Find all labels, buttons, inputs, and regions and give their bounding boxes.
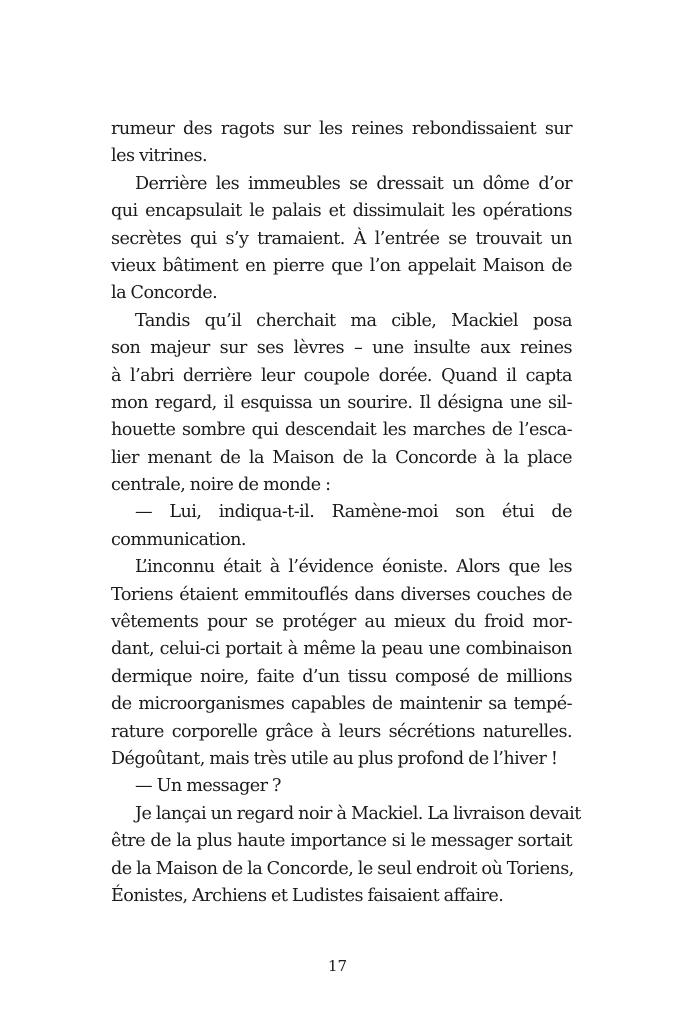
text-line: dant, celui-ci portait à même la peau une combinaison [111,639,572,660]
text-line: houette sombre qui descendait les marches de l’esca- [111,420,572,441]
text-line: son majeur sur ses lèvres – une insulte aux reines [111,338,572,359]
text-line: secrètes qui s’y tramaient. À l’entrée se trouvait un [111,228,572,249]
text-line: être de la plus haute importance si le messager sortait [111,831,572,852]
text-line: lier menant de la Maison de la Concorde à la place [111,447,572,468]
text-line: Éonistes, Archiens et Ludistes faisaient affaire. [111,885,504,906]
text-line: vêtements pour se protéger au mieux du froid mor- [111,612,572,633]
text-line: — Un messager ? [135,776,281,797]
text-line: vieux bâtiment en pierre que l’on appelait Maison de [111,255,572,276]
text-line: dermique noire, faite d’un tissu composé de millions [111,666,572,687]
text-line: de microorganismes capables de maintenir sa tempé- [111,694,572,715]
text-line: Je lançai un regard noir à Mackiel. La livraison devait [135,803,581,824]
text-line: qui encapsulait le palais et dissimulait les opérations [111,201,572,222]
body-text [111,116,581,910]
text-line: communication. [111,529,246,550]
page-number: 17 [327,957,348,975]
text-line: centrale, noire de monde : [111,475,331,496]
text-line: à l’abri derrière leur coupole dorée. Quand il capta [111,365,572,386]
text-line: Dégoûtant, mais très utile au plus profond de l’hiver ! [111,748,558,769]
text-line: Derrière les immeubles se dressait un dôme d’or [135,173,572,194]
text-line: la Concorde. [111,283,218,304]
text-line: Toriens étaient emmitouflés dans diverses couches de [111,584,572,605]
text-line: Tandis qu’il cherchait ma cible, Mackiel posa [135,310,572,331]
text-line: — Lui, indiqua-t-il. Ramène-moi son étui de [135,502,572,523]
text-line: L’inconnu était à l’évidence éoniste. Alors que les [135,557,572,578]
text-line: rature corporelle grâce à leurs sécrétions naturelles. [111,721,572,742]
text-line: les vitrines. [111,146,208,167]
text-line: de la Maison de la Concorde, le seul endroit où Toriens, [111,858,574,879]
text-line: mon regard, il esquissa un sourire. Il désigna une sil- [111,392,572,413]
text-line: rumeur des ragots sur les reines rebondissaient sur [111,119,572,139]
